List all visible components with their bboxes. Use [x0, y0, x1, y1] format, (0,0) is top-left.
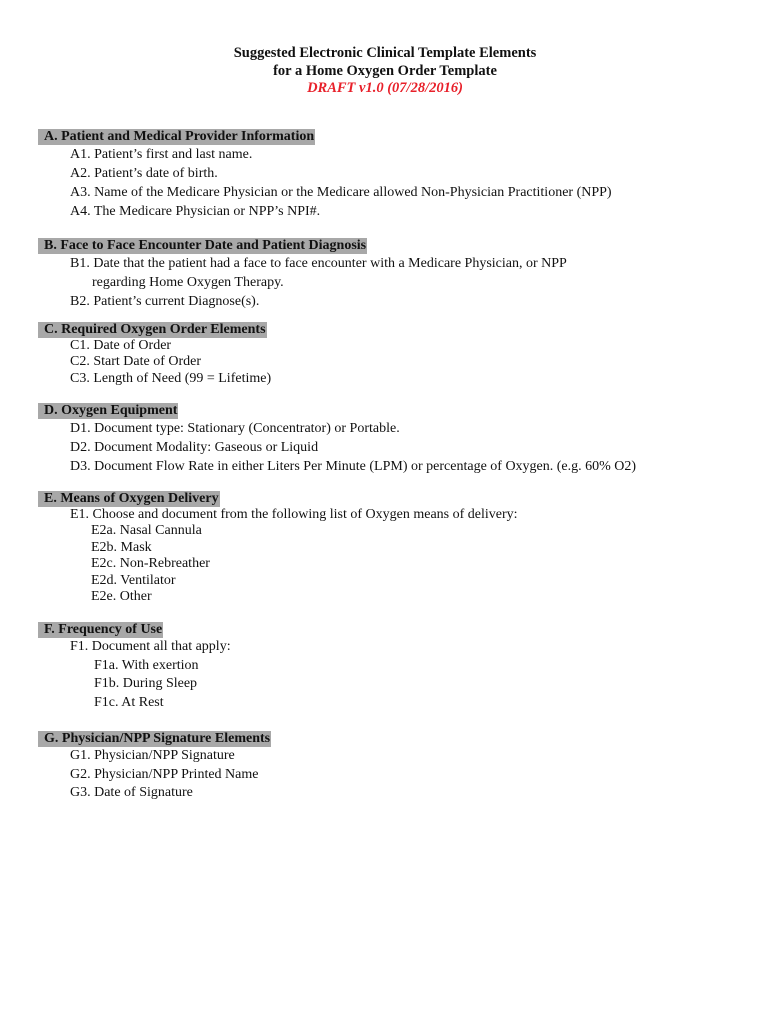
item-f1c: F1c. At Rest: [94, 694, 164, 710]
draft-version-label: DRAFT v1.0 (07/28/2016): [307, 80, 463, 96]
item-d2: D2. Document Modality: Gaseous or Liquid: [70, 440, 319, 455]
item-c3: C3. Length of Need (99 = Lifetime): [70, 370, 272, 386]
section-g-signature-elements: [38, 729, 738, 803]
item-a3: A3. Name of the Medicare Physician or the Medicare allowed Non-Physician Practitioner (NPP): [70, 185, 612, 200]
item-d3: D3. Document Flow Rate in either Liters Per Minute (LPM) or percentage of Oxygen. (e.g. 60% O2): [70, 459, 637, 474]
item-a2: A2. Patient’s date of birth.: [70, 166, 218, 181]
item-e2b: E2b. Mask: [91, 539, 152, 555]
item-c2: C2. Start Date of Order: [70, 354, 202, 370]
document-title-block: [0, 45, 770, 98]
item-g3: G3. Date of Signature: [70, 785, 193, 801]
item-f1b: F1b. During Sleep: [94, 676, 198, 691]
section-heading-e: E. Means of Oxygen Delivery: [38, 491, 220, 507]
item-e1: E1. Choose and document from the following list of Oxygen means of delivery:: [70, 507, 518, 522]
section-heading-d: D. Oxygen Equipment: [38, 403, 178, 419]
item-b2: B2. Patient’s current Diagnose(s).: [70, 294, 260, 309]
item-b1: B1. Date that the patient had a face to face encounter with a Medicare Physician, or NPP: [70, 256, 567, 271]
item-c1: C1. Date of Order: [70, 338, 172, 353]
document-title-line-2: for a Home Oxygen Order Template: [273, 62, 497, 79]
document-title-line-1: Suggested Electronic Clinical Template Elements: [233, 45, 537, 61]
item-e2e: E2e. Other: [91, 589, 152, 605]
item-d1: D1. Document type: Stationary (Concentrator) or Portable.: [70, 421, 400, 436]
item-f1a: F1a. With exertion: [94, 657, 199, 673]
section-heading-b: B. Face to Face Encounter Date and Patient Diagnosis: [38, 238, 367, 254]
item-f1: F1. Document all that apply:: [70, 639, 231, 654]
item-g2: G2. Physician/NPP Printed Name: [70, 766, 259, 782]
item-a1: A1. Patient’s first and last name.: [70, 147, 253, 162]
item-e2c: E2c. Non-Rebreather: [91, 556, 210, 572]
section-a-patient-provider-info: [38, 127, 738, 221]
item-e2d: E2d. Ventilator: [91, 572, 176, 588]
section-c-required-order-elements: [38, 320, 738, 387]
section-e-means-of-delivery: [38, 489, 738, 605]
item-b1-continued: regarding Home Oxygen Therapy.: [92, 275, 284, 290]
section-heading-g: G. Physician/NPP Signature Elements: [38, 731, 271, 747]
section-d-oxygen-equipment: [38, 401, 738, 476]
section-heading-f: F. Frequency of Use: [38, 622, 163, 638]
item-a4: A4. The Medicare Physician or NPP’s NPI#.: [70, 204, 321, 219]
item-e2a: E2a. Nasal Cannula: [91, 523, 202, 539]
section-b-face-to-face: [38, 236, 738, 311]
section-heading-c: C. Required Oxygen Order Elements: [38, 322, 267, 338]
section-f-frequency-of-use: [38, 620, 738, 712]
section-heading-a: A. Patient and Medical Provider Information: [38, 129, 315, 145]
item-g1: G1. Physician/NPP Signature: [70, 748, 235, 763]
